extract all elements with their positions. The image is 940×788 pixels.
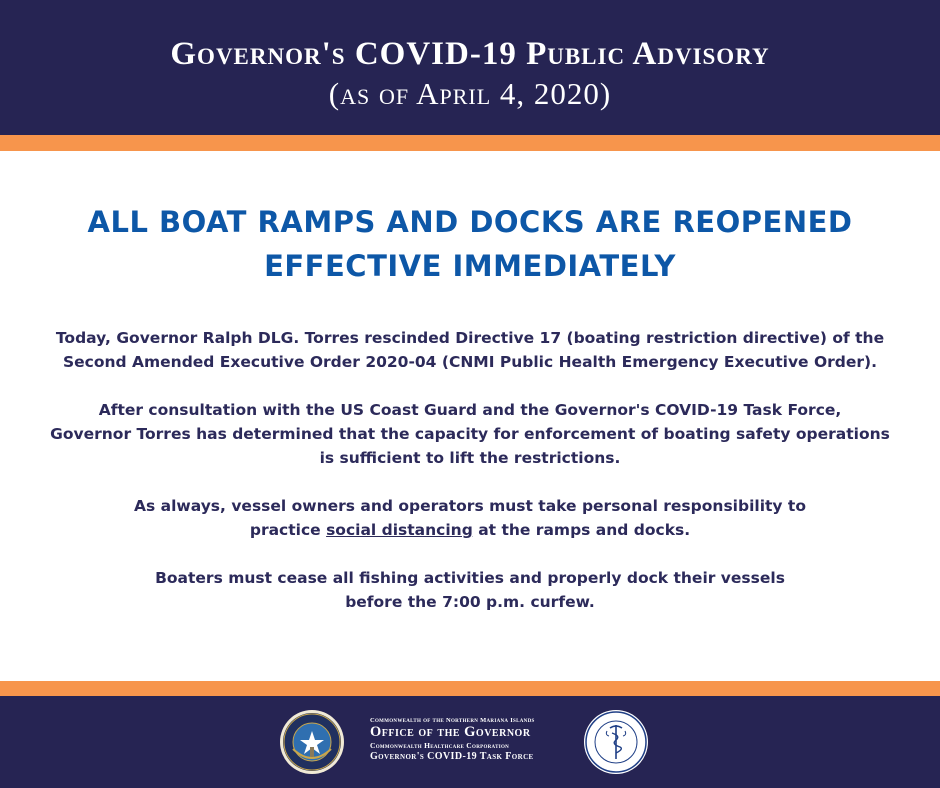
paragraph-responsibility bbox=[40, 494, 900, 542]
footer-credits bbox=[370, 716, 570, 763]
top-accent-stripe bbox=[0, 135, 940, 151]
paragraph-line-mixed bbox=[40, 518, 900, 542]
footer-line-taskforce: Governor's COVID-19 Task Force bbox=[370, 751, 534, 762]
footer-line-office: Office of the Governor bbox=[370, 724, 531, 740]
paragraph-line: before the 7:00 p.m. curfew. bbox=[345, 593, 595, 611]
advisory-body bbox=[40, 326, 900, 638]
footer-line-chcc: Commonwealth Healthcare Corporation bbox=[370, 741, 510, 750]
advisory-title: Governor's COVID-19 Public Advisory bbox=[170, 36, 770, 72]
header-banner bbox=[0, 0, 940, 135]
paragraph-rescinded bbox=[40, 326, 900, 374]
headline-line-2: EFFECTIVE IMMEDIATELY bbox=[264, 249, 676, 283]
advisory-date: (as of April 4, 2020) bbox=[328, 76, 612, 111]
text-before-link: practice bbox=[249, 521, 327, 539]
paragraph-line: Today, Governor Ralph DLG. Torres rescinded Directive 17 (boating restriction directive) of the bbox=[55, 329, 885, 347]
footer-line-cnmi: Commonwealth of the Northern Mariana Islands bbox=[370, 717, 535, 724]
cnmi-seal-icon bbox=[279, 709, 345, 775]
bottom-accent-stripe bbox=[0, 681, 940, 696]
chcc-seal-icon bbox=[583, 709, 649, 775]
paragraph-curfew bbox=[40, 566, 900, 614]
headline bbox=[0, 200, 940, 288]
text-after-link: at the ramps and docks. bbox=[472, 521, 691, 539]
paragraph-line: Boaters must cease all fishing activities and properly dock their vessels bbox=[155, 569, 785, 587]
social-distancing-link[interactable]: social distancing bbox=[326, 521, 473, 539]
paragraph-line: Second Amended Executive Order 2020-04 (CNMI Public Health Emergency Executive Order). bbox=[62, 353, 878, 371]
headline-line-1: ALL BOAT RAMPS AND DOCKS ARE REOPENED bbox=[87, 205, 853, 239]
paragraph-line: After consultation with the US Coast Guard and the Governor's COVID-19 Task Force, bbox=[98, 401, 842, 419]
paragraph-consultation bbox=[40, 398, 900, 470]
paragraph-line: Governor Torres has determined that the capacity for enforcement of boating safety operations bbox=[50, 425, 890, 443]
paragraph-line: As always, vessel owners and operators must take personal responsibility to bbox=[134, 497, 806, 515]
paragraph-line: is sufficient to lift the restrictions. bbox=[319, 449, 621, 467]
